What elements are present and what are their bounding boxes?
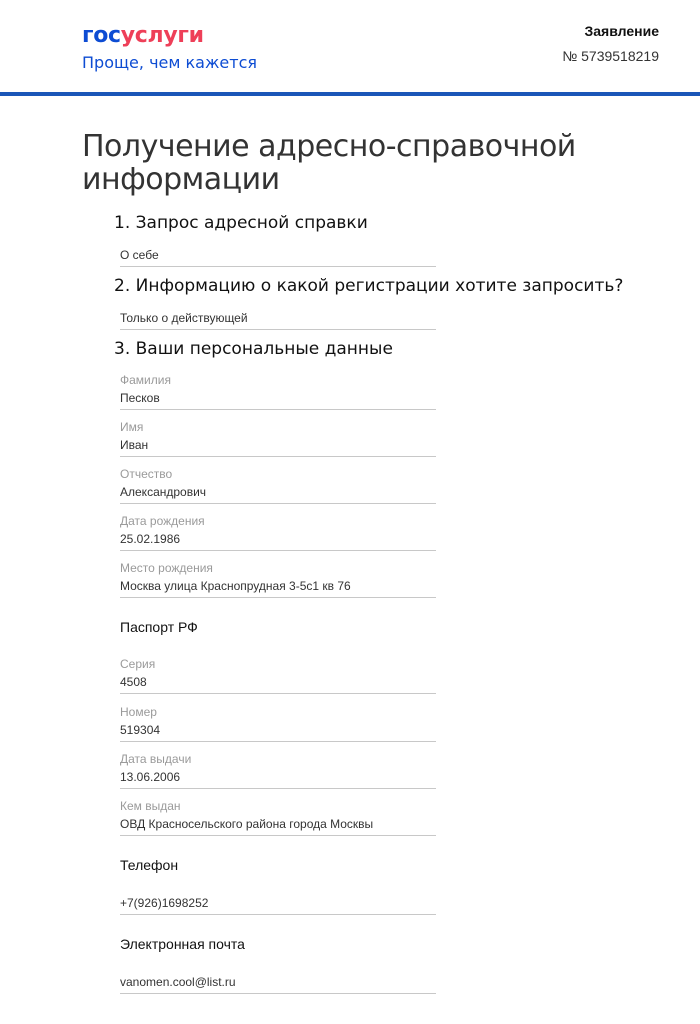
patronymic-value: Александрович (120, 485, 436, 504)
birthplace-value: Москва улица Краснопрудная 3-5с1 кв 76 (120, 579, 436, 598)
section-3-title: 3. Ваши персональные данные (114, 339, 393, 359)
section-1-title: 1. Запрос адресной справки (114, 213, 368, 233)
registration-type-value: Только о действующей (120, 311, 436, 330)
section-2-title: 2. Информацию о какой регистрации хотите запросить? (114, 276, 624, 296)
header (0, 0, 700, 92)
birthplace-label: Место рождения (120, 561, 213, 575)
passport-issue-date-label: Дата выдачи (120, 752, 192, 766)
surname-value: Песков (120, 391, 436, 410)
document-type: Заявление (584, 23, 659, 39)
page-title (82, 130, 642, 196)
name-field (120, 420, 436, 457)
passport-number-value: 519304 (120, 723, 436, 742)
registration-type-field (120, 311, 436, 330)
passport-number-field (120, 705, 436, 742)
title-line-2: информации (82, 162, 280, 197)
email-value: vanomen.cool@list.ru (120, 975, 436, 994)
title-line-1: Получение адресно-справочной (82, 129, 576, 164)
email-heading: Электронная почта (120, 936, 245, 952)
passport-series-field (120, 657, 436, 694)
birthdate-field (120, 514, 436, 551)
passport-series-label: Серия (120, 657, 156, 671)
passport-issued-by-label: Кем выдан (120, 799, 181, 813)
passport-issue-date-value: 13.06.2006 (120, 770, 436, 789)
slogan: Проще, чем кажется (82, 53, 257, 72)
patronymic-label: Отчество (120, 467, 173, 481)
birthdate-label: Дата рождения (120, 514, 205, 528)
passport-number-label: Номер (120, 705, 157, 719)
phone-field (120, 896, 436, 915)
email-field (120, 975, 436, 994)
phone-value: +7(926)1698252 (120, 896, 436, 915)
patronymic-field (120, 467, 436, 504)
surname-field (120, 373, 436, 410)
phone-heading: Телефон (120, 857, 179, 873)
header-divider (0, 92, 700, 96)
passport-series-value: 4508 (120, 675, 436, 694)
request-type-field (120, 248, 436, 267)
surname-label: Фамилия (120, 373, 171, 387)
name-value: Иван (120, 438, 436, 457)
passport-issue-date-field (120, 752, 436, 789)
passport-issued-by-field (120, 799, 436, 836)
passport-heading: Паспорт РФ (120, 619, 198, 635)
logo-part-gos: гос (82, 23, 121, 48)
name-label: Имя (120, 420, 144, 434)
logo-part-uslugi: услуги (120, 23, 204, 48)
document-number: № 5739518219 (562, 48, 659, 64)
gosuslugi-logo (82, 22, 204, 50)
birthdate-value: 25.02.1986 (120, 532, 436, 551)
request-type-value: О себе (120, 248, 436, 267)
birthplace-field (120, 561, 436, 598)
passport-issued-by-value: ОВД Красносельского района города Москвы (120, 817, 436, 836)
